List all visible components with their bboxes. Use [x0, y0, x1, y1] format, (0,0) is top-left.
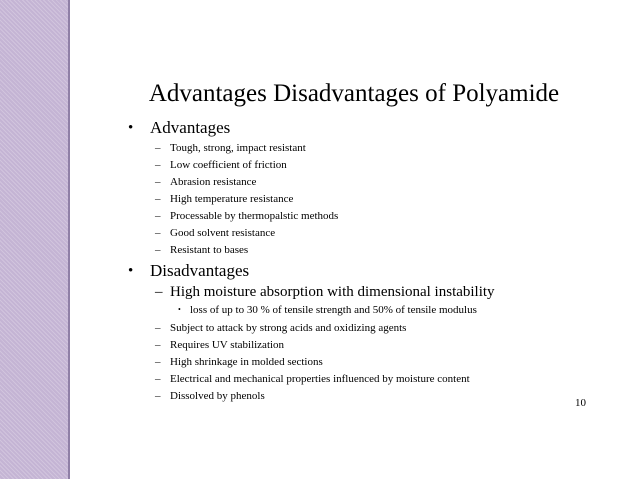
list-item-text: High temperature resistance — [170, 193, 294, 205]
bullet-marker: • — [128, 120, 134, 136]
dash-marker: – — [155, 356, 161, 368]
dash-marker: – — [155, 322, 161, 334]
page-number: 10 — [575, 397, 586, 409]
dash-marker: – — [155, 390, 161, 402]
dash-marker: – — [155, 210, 161, 222]
dash-marker: – — [155, 373, 161, 385]
bullet-marker: • — [178, 305, 181, 314]
dash-marker: – — [155, 284, 163, 300]
list-item-text: Processable by thermopalstic methods — [170, 210, 339, 222]
sub-list-item-text: loss of up to 30 % of tensile strength and 50% of tensile modulus — [190, 304, 477, 316]
list-item-text: Requires UV stabilization — [170, 339, 285, 351]
list-item-text: Subject to attack by strong acids and oxidizing agents — [170, 322, 407, 334]
list-item-text: Good solvent resistance — [170, 227, 276, 239]
list-item-text: Dissolved by phenols — [170, 390, 265, 402]
list-item-text: Electrical and mechanical properties influenced by moisture content — [170, 373, 470, 385]
dash-marker: – — [155, 159, 161, 171]
dash-marker: – — [155, 244, 161, 256]
bullet-marker: • — [128, 263, 134, 279]
slide-title: Advantages Disadvantages of Polyamide — [148, 80, 560, 107]
disadvantages-heading-text: Disadvantages — [150, 261, 250, 280]
list-item-text: High moisture absorption with dimensional instability — [170, 284, 495, 300]
dash-marker: – — [155, 193, 161, 205]
dash-marker: – — [155, 142, 161, 154]
dash-marker: – — [155, 339, 161, 351]
list-item-text: Abrasion resistance — [170, 176, 257, 188]
list-item-text: Resistant to bases — [170, 244, 249, 256]
list-item-text: High shrinkage in molded sections — [170, 356, 323, 368]
dash-marker: – — [155, 227, 161, 239]
list-item-text: Low coefficient of friction — [170, 159, 287, 171]
advantages-heading-text: Advantages — [150, 118, 231, 137]
list-item-text: Tough, strong, impact resistant — [170, 142, 306, 154]
dash-marker: – — [155, 176, 161, 188]
slide-sidebar-decoration — [0, 0, 70, 479]
